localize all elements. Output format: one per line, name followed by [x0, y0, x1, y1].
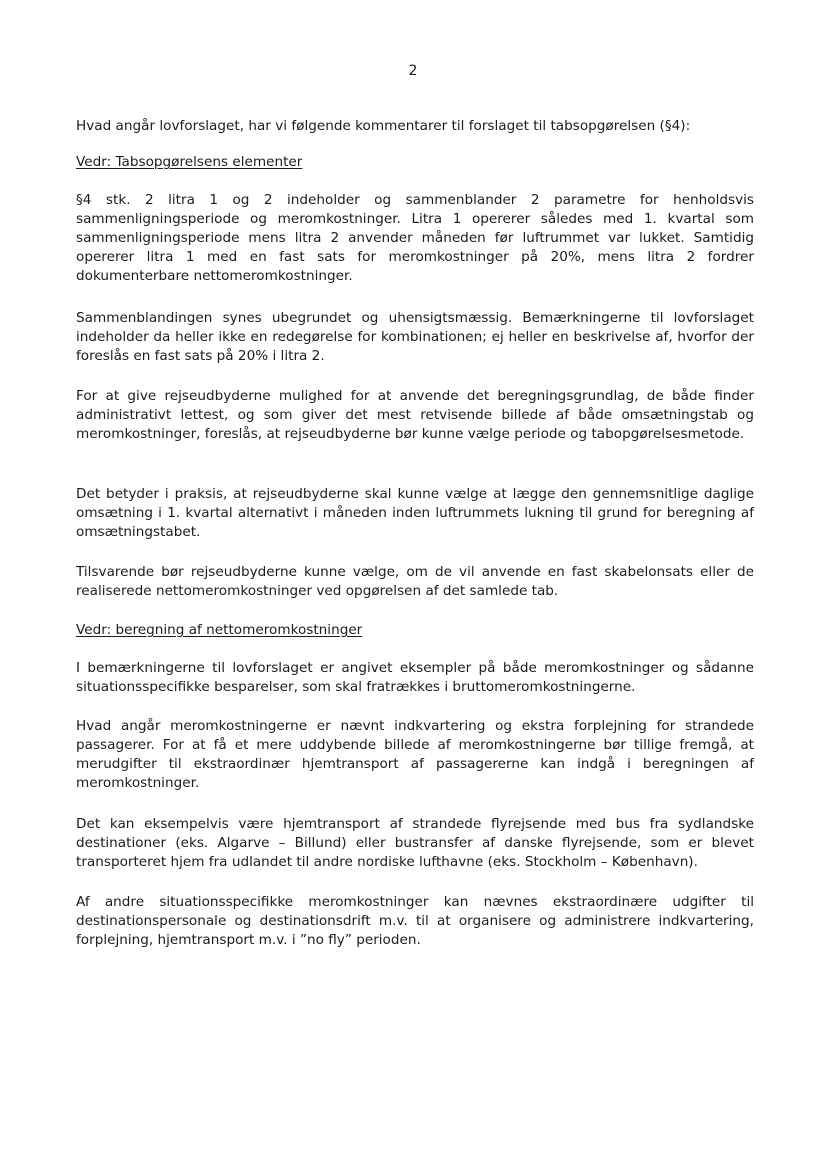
section-heading-nettomeromkostninger: Vedr: beregning af nettomeromkostninger	[76, 622, 363, 638]
paragraph: Af andre situationsspecifikke meromkostninger kan nævnes ekstraordinære udgifter til destinationspersonale og destinationsdrift m.v. til at organisere og administrere indkvartering, forplejning, hjemtransport m.v. i ”no fly” perioden.	[76, 894, 754, 948]
paragraph: For at give rejseudbyderne mulighed for at anvende det beregningsgrundlag, de både finder administrativt lettest, og som giver det mest retvisende billede af både omsætningstab og meromkostninger, foreslås, at rejseudbyderne bør kunne vælge periode og tabopgørelsesmetode.	[76, 388, 754, 442]
intro-paragraph: Hvad angår lovforslaget, har vi følgende kommentarer til forslaget til tabsopgørelsen (§4):	[76, 118, 691, 134]
paragraph: §4 stk. 2 litra 1 og 2 indeholder og sammenblander 2 parametre for henholdsvis sammenligningsperiode og meromkostninger. Litra 1 opererer således med 1. kvartal som sammenligningsperiode mens litra 2 anvender måneden før luftrummet var lukket. Samtidig opererer litra 1 med en fast sats for meromkostninger på 20%, mens litra 2 fordrer dokumenterbare nettomeromkostninger.	[76, 192, 754, 284]
paragraph: Hvad angår meromkostningerne er nævnt indkvartering og ekstra forplejning for strandede passagerer. For at få et mere uddybende billede af meromkostningerne bør tillige fremgå, at merudgifter til ekstraordinær hjemtransport af passagererne kan indgå i beregningen af meromkostninger.	[76, 718, 754, 791]
paragraph: Sammenblandingen synes ubegrundet og uhensigtsmæssig. Bemærkningerne til lovforslaget indeholder da heller ikke en redegørelse for kombinationen; ej heller en beskrivelse af, hvorfor der foreslås en fast sats på 20% i litra 2.	[76, 310, 754, 364]
paragraph: I bemærkningerne til lovforslaget er angivet eksempler på både meromkostninger og sådanne situationsspecifikke besparelser, som skal fratrækkes i bruttomeromkostningerne.	[76, 660, 754, 695]
paragraph: Det kan eksempelvis være hjemtransport af strandede flyrejsende med bus fra sydlandske destinationer (eks. Algarve – Billund) eller bustransfer af danske flyrejsende, som er blevet transporteret hjem fra udlandet til andre nordiske lufthavne (eks. Stockholm – København).	[76, 816, 754, 870]
paragraph: Det betyder i praksis, at rejseudbyderne skal kunne vælge at lægge den gennemsnitlige daglige omsætning i 1. kvartal alternativt i måneden inden luftrummets lukning til grund for beregning af omsætningstabet.	[76, 486, 754, 540]
page-number: 2	[408, 63, 418, 79]
section-heading-tabsopgoerelse: Vedr: Tabsopgørelsens elementer	[76, 154, 303, 170]
paragraph: Tilsvarende bør rejseudbyderne kunne vælge, om de vil anvende en fast skabelonsats eller de realiserede nettomeromkostninger ved opgørelsen af det samlede tab.	[76, 564, 754, 599]
